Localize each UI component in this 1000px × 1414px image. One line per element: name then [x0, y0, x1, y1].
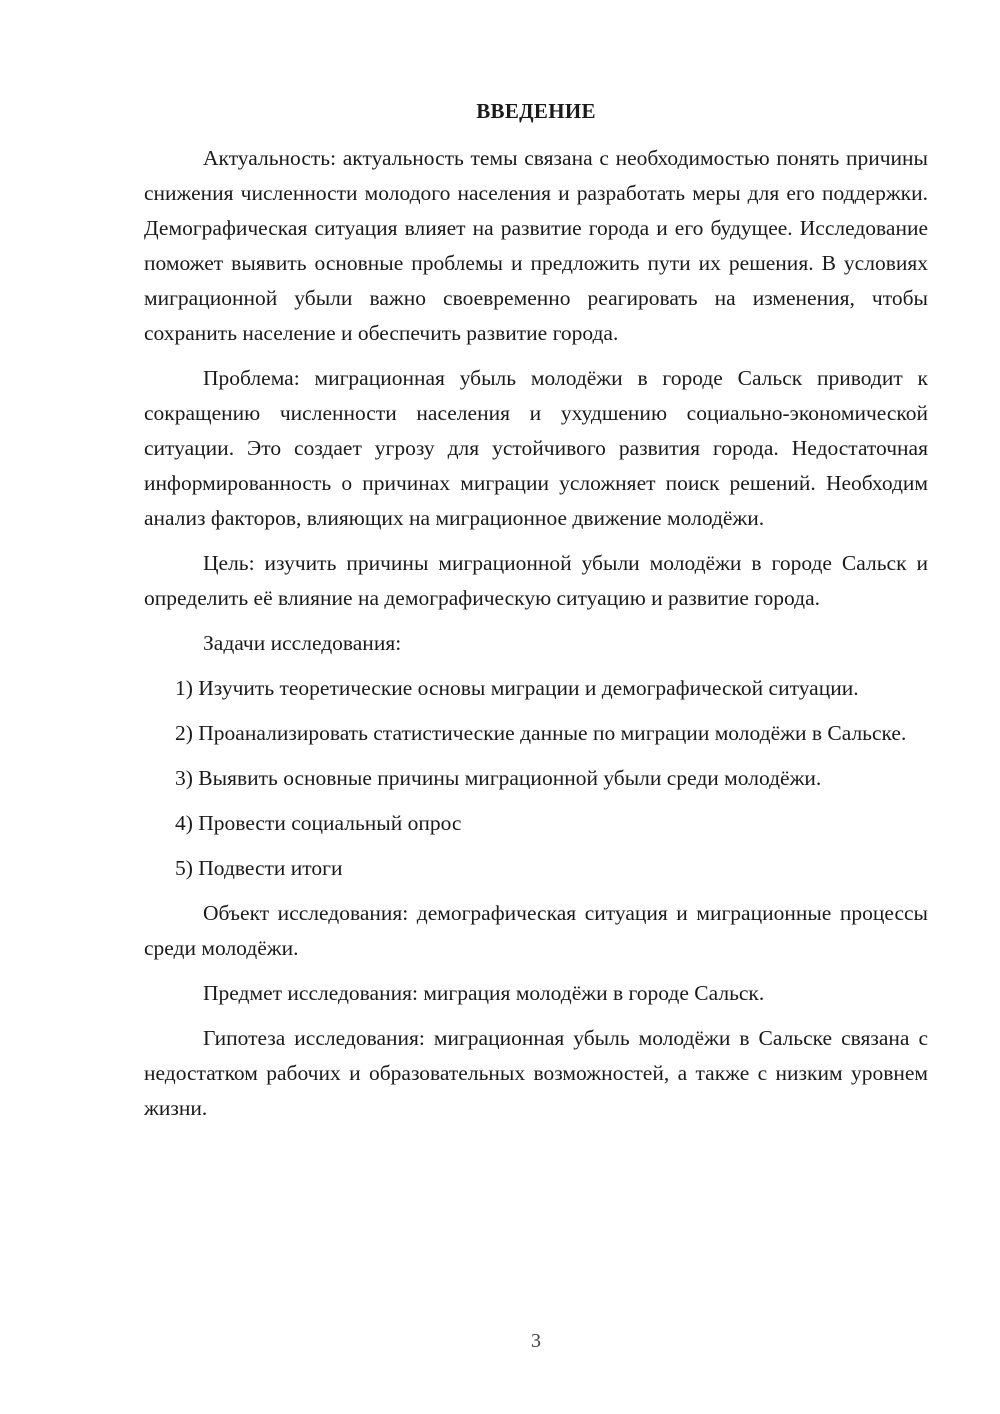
problem-paragraph: Проблема: миграционная убыль молодёжи в городе Сальск приводит к сокращению численности населения и ухудшению социально-экономической ситуации. Это создает угрозу для устойчивого развития города. Недостаточная информированность о причинах миграции усложняет поиск решений. Необходим анализ факторов, влияющих на миграционное движение молодёжи.	[144, 366, 928, 530]
task-item-5: 5) Подвести итоги	[175, 856, 343, 880]
relevance-paragraph: Актуальность: актуальность темы связана с необходимостью понять причины снижения численности молодого населения и разработать меры для его поддержки. Демографическая ситуация влияет на развитие города и его будущее. Исследование поможет выявить основные проблемы и предложить пути их решения. В условиях миграционной убыли важно своевременно реагировать на изменения, чтобы сохранить население и обеспечить развитие города.	[144, 146, 928, 345]
page-title: ВВЕДЕНИЕ	[476, 99, 596, 123]
page-content	[144, 94, 928, 1126]
goal-paragraph: Цель: изучить причины миграционной убыли молодёжи в городе Сальск и определить её влияние на демографическую ситуацию и развитие города.	[144, 551, 928, 610]
task-item-2: 2) Проанализировать статистические данные по миграции молодёжи в Сальске.	[175, 721, 907, 745]
tasks-heading: Задачи исследования:	[203, 631, 402, 655]
task-item-1: 1) Изучить теоретические основы миграции и демографической ситуации.	[175, 676, 859, 700]
task-item-3: 3) Выявить основные причины миграционной убыли среди молодёжи.	[175, 766, 822, 790]
page-number: 3	[531, 1330, 541, 1352]
hypothesis-paragraph: Гипотеза исследования: миграционная убыль молодёжи в Сальске связана с недостатком рабочих и образовательных возможностей, а также с низким уровнем жизни.	[144, 1026, 928, 1120]
subject-paragraph: Предмет исследования: миграция молодёжи в городе Сальск.	[203, 981, 765, 1005]
object-paragraph: Объект исследования: демографическая ситуация и миграционные процессы среди молодёжи.	[144, 901, 928, 960]
task-item-4: 4) Провести социальный опрос	[175, 811, 462, 835]
